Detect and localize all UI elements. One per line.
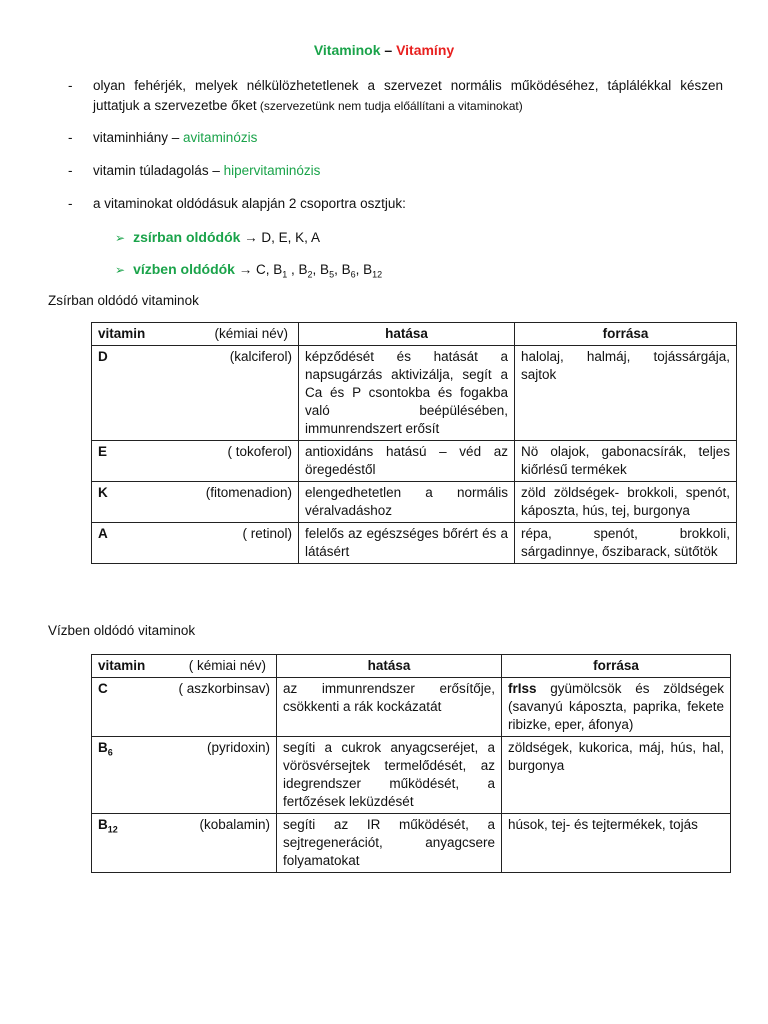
- vitamin-name: K: [98, 485, 108, 500]
- source-cell: húsok, tej- és tejtermékek, tojás: [502, 814, 731, 873]
- right-arrow-icon: →: [244, 230, 258, 245]
- group-fat-list: D, E, K, A: [257, 230, 320, 245]
- water-soluble-vitamin-table: [91, 654, 731, 873]
- table1-caption: Zsírban oldódó vitaminok: [48, 293, 199, 308]
- header-chem: ( kémiai név): [188, 658, 266, 673]
- fat-soluble-vitamin-table: [91, 322, 737, 564]
- header-vitamin-cell: [92, 655, 277, 678]
- table-row: [92, 482, 737, 523]
- bullet-groups: [68, 194, 723, 214]
- table2-caption: Vízben oldódó vitaminok: [48, 623, 196, 638]
- bullet-deficiency-term: avitaminózis: [183, 130, 258, 145]
- title-part-1: Vitaminok: [313, 42, 381, 58]
- bullet-deficiency: [68, 128, 723, 148]
- source-cell: frIss gyümölcsök és zöldségek (savanyú káposzta, paprika, fekete ribizke, eper, áfonya): [502, 678, 731, 737]
- bullet-dash: -: [68, 196, 73, 211]
- vitamin-name: A: [98, 526, 108, 541]
- table-row: [92, 346, 737, 441]
- arrow-bullet-icon: ➢: [115, 263, 126, 277]
- bullet-overdose-text: vitamin túladagolás –: [93, 163, 224, 178]
- table-row: [92, 737, 731, 814]
- table-row: [92, 678, 731, 737]
- header-source: forrása: [502, 655, 731, 678]
- page-title: [0, 42, 768, 58]
- vitamin-name: E: [98, 444, 108, 459]
- header-vitamin: vitamin: [98, 326, 146, 341]
- chemical-name: (fitomenadion): [205, 485, 292, 500]
- table-header-row: [92, 655, 731, 678]
- effect-cell: antioxidáns hatású – véd az öregedéstől: [299, 441, 515, 482]
- effect-cell: képződését és hatását a napsugárzás aktivizálja, segít a Ca és P csontokba és fogakba való beépülésében, immunrendszert erősít: [299, 346, 515, 441]
- table-row: [92, 441, 737, 482]
- bullet-dash: -: [68, 130, 73, 145]
- source-cell: zöldségek, kukorica, máj, hús, hal, burgonya: [502, 737, 731, 814]
- header-effect: hatása: [299, 323, 515, 346]
- bullet-definition-note: (szervezetünk nem tudja előállítani a vitaminokat): [256, 99, 523, 113]
- chemical-name: ( aszkorbinsav): [178, 681, 270, 696]
- table-header-row: [92, 323, 737, 346]
- header-chem: (kémiai név): [214, 326, 288, 341]
- table-row: [92, 814, 731, 873]
- chemical-name: ( retinol): [242, 526, 292, 541]
- title-part-2: Vitamíny: [396, 42, 455, 58]
- effect-cell: elengedhetetlen a normális véralvadáshoz: [299, 482, 515, 523]
- header-source: forrása: [515, 323, 737, 346]
- bullet-deficiency-text: vitaminhiány –: [93, 130, 184, 145]
- vitamin-name: $B_{12}$: [98, 817, 118, 835]
- source-emphasis: frIss: [508, 681, 537, 696]
- header-effect: hatása: [277, 655, 502, 678]
- arrow-bullet-icon: ➢: [115, 231, 126, 245]
- group-fat-soluble: [115, 227, 320, 248]
- bullet-definition: [68, 76, 723, 116]
- vitamin-name: $B_6$: [98, 740, 113, 758]
- effect-cell: felelős az egészséges bőrért és a látásért: [299, 523, 515, 564]
- chemical-name: ( tokoferol): [227, 444, 292, 459]
- bullet-overdose: [68, 161, 723, 181]
- source-cell: Nö olajok, gabonacsírák, teljes kiőrlésű termékek: [515, 441, 737, 482]
- source-cell: répa, spenót, brokkoli, sárgadinnye, őszibarack, sütőtök: [515, 523, 737, 564]
- bullet-groups-text: a vitaminokat oldódásuk alapján 2 csoportra osztjuk:: [93, 196, 406, 211]
- bullet-dash: -: [68, 78, 73, 93]
- group-fat-label: zsírban oldódók: [133, 229, 241, 245]
- bullet-overdose-term: hipervitaminózis: [223, 163, 321, 178]
- effect-cell: segíti a cukrok anyagcseréjet, a vörösvérsejtek termelődését, az idegrendszer működését, a fertőzések leküzdését: [277, 737, 502, 814]
- source-cell: halolaj, halmáj, tojássárgája, sajtok: [515, 346, 737, 441]
- source-cell: zöld zöldségek- brokkoli, spenót, káposzta, hús, tej, burgonya: [515, 482, 737, 523]
- title-separator: –: [380, 42, 397, 58]
- group-water-label: vízben oldódók: [133, 261, 235, 277]
- bullet-definition-text: olyan fehérjék, melyek nélkülözhetetlenek a szervezet normális működéséhez, táplálékkal készen juttatjuk a szervezetbe őket: [93, 78, 723, 113]
- header-vitamin-cell: [92, 323, 299, 346]
- header-vitamin: vitamin: [98, 658, 146, 673]
- effect-cell: az immunrendszer erősítője, csökkenti a rák kockázatát: [277, 678, 502, 737]
- chemical-name: (kobalamin): [199, 817, 270, 832]
- vitamin-name: D: [98, 349, 108, 364]
- group-water-list: C, $B_1$ , $B_2$, $B_5$, $B_6$, $B_{12}$: [255, 262, 383, 280]
- table-row: [92, 523, 737, 564]
- right-arrow-icon: →: [238, 262, 253, 277]
- chemical-name: (kalciferol): [229, 349, 292, 364]
- group-water-soluble: [115, 259, 382, 285]
- bullet-dash: -: [68, 163, 73, 178]
- effect-cell: segíti az IR működését, a sejtregenerációt, anyagcsere folyamatokat: [277, 814, 502, 873]
- chemical-name: (pyridoxin): [206, 740, 270, 755]
- vitamin-name: C: [98, 681, 108, 696]
